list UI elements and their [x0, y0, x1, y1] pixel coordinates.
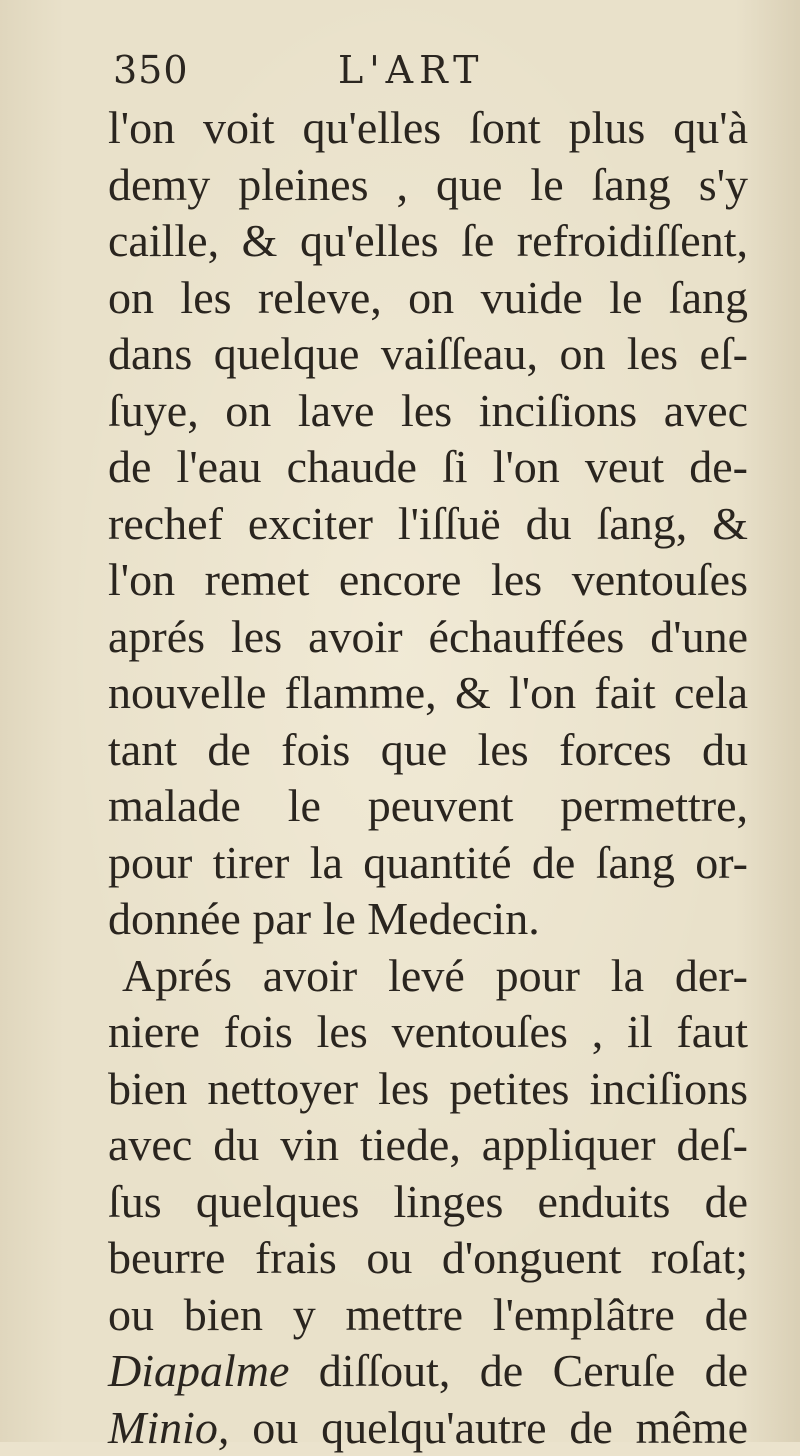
text-line: beurre frais ou d'onguent roſat; — [108, 1230, 748, 1287]
text-line: dans quelque vaiſſeau, on les eſ- — [108, 326, 748, 383]
text-segment: ou quelqu'autre de même — [229, 1402, 748, 1453]
text-line: donnée par le Medecin. — [108, 891, 748, 948]
text-line — [108, 1343, 748, 1400]
text-line: avec du vin tiede, appliquer deſ- — [108, 1117, 748, 1174]
text-line: ſuye, on lave les inciſions avec — [108, 383, 748, 440]
text-line: demy pleines , que le ſang s'y — [108, 157, 748, 214]
text-line: nouvelle flamme, & l'on fait cela — [108, 665, 748, 722]
text-line — [108, 1400, 748, 1456]
text-line: niere fois les ventouſes , il faut — [108, 1004, 748, 1061]
page-header — [113, 48, 673, 108]
text-line: caille, & qu'elles ſe refroidiſſent, — [108, 213, 748, 270]
text-line: ou bien y mettre l'emplâtre de — [108, 1287, 748, 1344]
text-line: on les releve, on vuide le ſang — [108, 270, 748, 327]
text-line: tant de fois que les forces du — [108, 722, 748, 779]
body-text — [108, 100, 748, 1456]
text-line: l'on voit qu'elles ſont plus qu'à — [108, 100, 748, 157]
italic-term: Minio, — [108, 1402, 229, 1453]
text-line: bien nettoyer les petites inciſions — [108, 1061, 748, 1118]
text-line: Aprés avoir levé pour la der- — [108, 948, 748, 1005]
page-number: 350 — [113, 48, 189, 92]
text-line: aprés les avoir échauffées d'une — [108, 609, 748, 666]
text-line: rechef exciter l'iſſuë du ſang, & — [108, 496, 748, 553]
text-line: pour tirer la quantité de ſang or- — [108, 835, 748, 892]
text-segment: diſſout, de Ceruſe de — [289, 1345, 748, 1396]
text-line: l'on remet encore les ventouſes — [108, 552, 748, 609]
text-line: de l'eau chaude ſi l'on veut de- — [108, 439, 748, 496]
running-head: L'ART — [338, 48, 484, 92]
text-line: ſus quelques linges enduits de — [108, 1174, 748, 1231]
text-line: malade le peuvent permettre, — [108, 778, 748, 835]
italic-term: Diapalme — [108, 1345, 289, 1396]
